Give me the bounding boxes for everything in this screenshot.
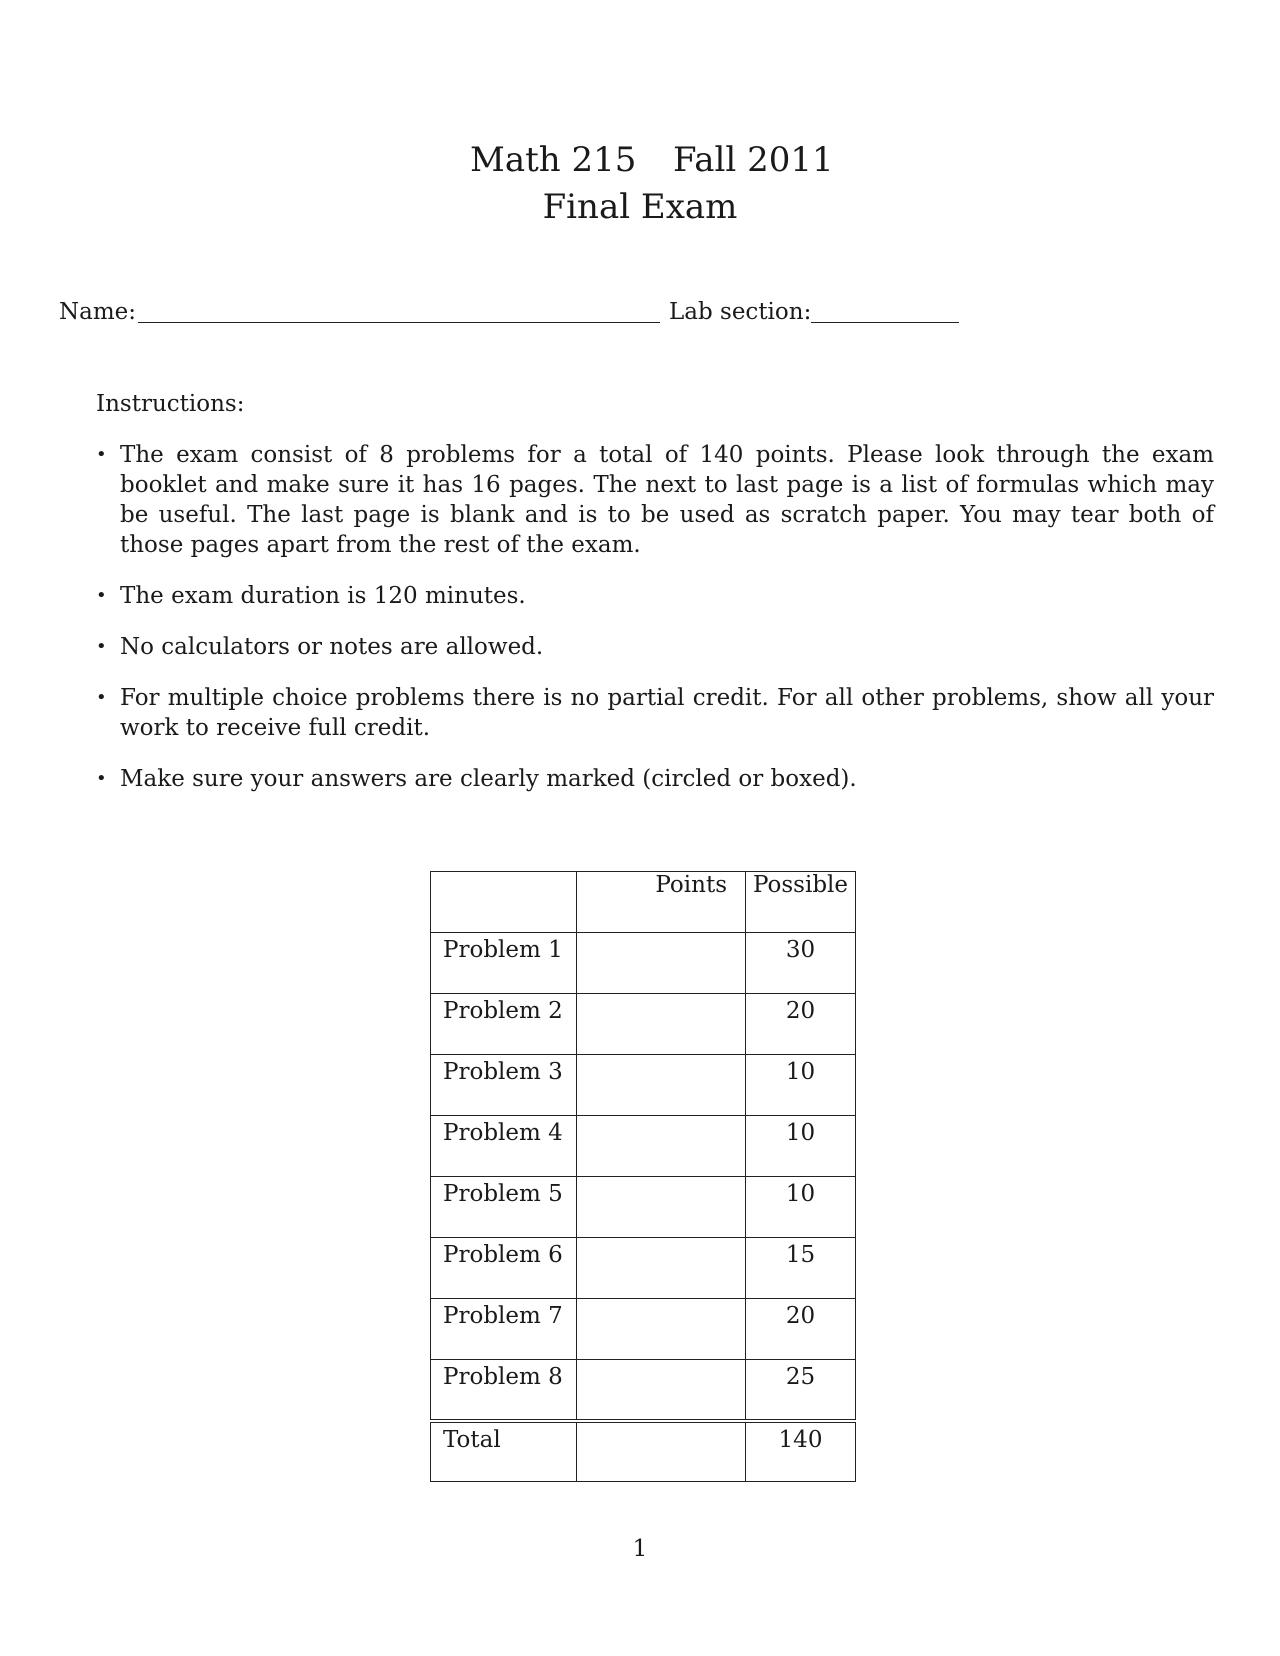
table-row <box>431 994 856 1055</box>
instructions-list <box>96 440 1214 815</box>
instruction-item <box>96 581 1214 611</box>
problem-label: Problem 2 <box>443 998 563 1024</box>
problem-label: Problem 3 <box>443 1059 563 1085</box>
exam-title-line <box>0 140 1280 184</box>
table-row <box>431 1238 856 1299</box>
possible-header: Possible <box>752 872 849 898</box>
points-entry-cell[interactable] <box>577 1055 746 1116</box>
points-entry-cell[interactable] <box>577 933 746 994</box>
instruction-text: The exam duration is 120 minutes. <box>120 583 526 609</box>
table-row <box>431 933 856 994</box>
possible-points: 10 <box>785 1059 816 1085</box>
table-header-row <box>431 872 856 933</box>
instruction-item <box>96 764 1214 794</box>
problem-label: Problem 1 <box>443 937 563 963</box>
problem-label: Problem 7 <box>443 1303 563 1329</box>
instructions-heading: Instructions: <box>96 391 245 417</box>
problem-label: Problem 4 <box>443 1120 563 1146</box>
possible-points: 25 <box>785 1364 816 1390</box>
bullet-icon: • <box>96 636 107 657</box>
page-number: 1 <box>632 1536 648 1562</box>
header-possible-cell <box>746 872 856 933</box>
points-header: Points <box>655 872 727 898</box>
table-row <box>431 1360 856 1421</box>
points-entry-cell[interactable] <box>577 1238 746 1299</box>
possible-points: 15 <box>785 1242 816 1268</box>
lab-section-label: Lab section: <box>669 299 812 325</box>
bullet-icon: • <box>96 768 107 789</box>
possible-points: 20 <box>785 998 816 1024</box>
instruction-text: For multiple choice problems there is no partial credit. For all other problems, show all your work to receive full credit. <box>120 685 1214 741</box>
table-row <box>431 1055 856 1116</box>
bullet-icon: • <box>96 687 107 708</box>
possible-points: 20 <box>785 1303 816 1329</box>
instruction-item <box>96 632 1214 662</box>
term: Fall 2011 <box>673 140 834 180</box>
header-points-cell <box>577 872 746 933</box>
lab-section-field[interactable] <box>811 322 959 323</box>
points-entry-cell[interactable] <box>577 1360 746 1421</box>
course-name: Math 215 <box>470 140 637 180</box>
problem-label: Problem 8 <box>443 1364 563 1390</box>
table-row <box>431 1116 856 1177</box>
instruction-text: No calculators or notes are allowed. <box>120 634 544 660</box>
possible-points: 10 <box>785 1181 816 1207</box>
possible-points: 10 <box>785 1120 816 1146</box>
bullet-icon: • <box>96 585 107 606</box>
header-label-cell <box>431 872 577 933</box>
total-points-entry-cell[interactable] <box>577 1421 746 1482</box>
points-entry-cell[interactable] <box>577 1116 746 1177</box>
points-entry-cell[interactable] <box>577 994 746 1055</box>
instruction-item <box>96 683 1214 743</box>
instruction-text: The exam consist of 8 problems for a total of 140 points. Please look through the exam booklet and make sure it has 16 pages. The next to last page is a list of formulas which may be useful. The last page is blank and is to be used as scratch paper. You may tear both of those pages apart from the rest of the exam. <box>120 442 1214 558</box>
problem-label: Problem 5 <box>443 1181 563 1207</box>
problem-label: Problem 6 <box>443 1242 563 1268</box>
name-field[interactable] <box>138 322 660 323</box>
instruction-text: Make sure your answers are clearly marked (circled or boxed). <box>120 766 857 792</box>
points-entry-cell[interactable] <box>577 1299 746 1360</box>
name-label: Name: <box>59 299 137 325</box>
total-possible: 140 <box>778 1426 823 1453</box>
possible-points: 30 <box>785 937 816 963</box>
instruction-item <box>96 440 1214 560</box>
exam-title: Final Exam <box>542 187 738 227</box>
table-row <box>431 1177 856 1238</box>
table-row <box>431 1299 856 1360</box>
score-table <box>430 871 856 1482</box>
total-row <box>431 1421 856 1482</box>
bullet-icon: • <box>96 444 107 465</box>
total-label: Total <box>443 1426 501 1453</box>
points-entry-cell[interactable] <box>577 1177 746 1238</box>
